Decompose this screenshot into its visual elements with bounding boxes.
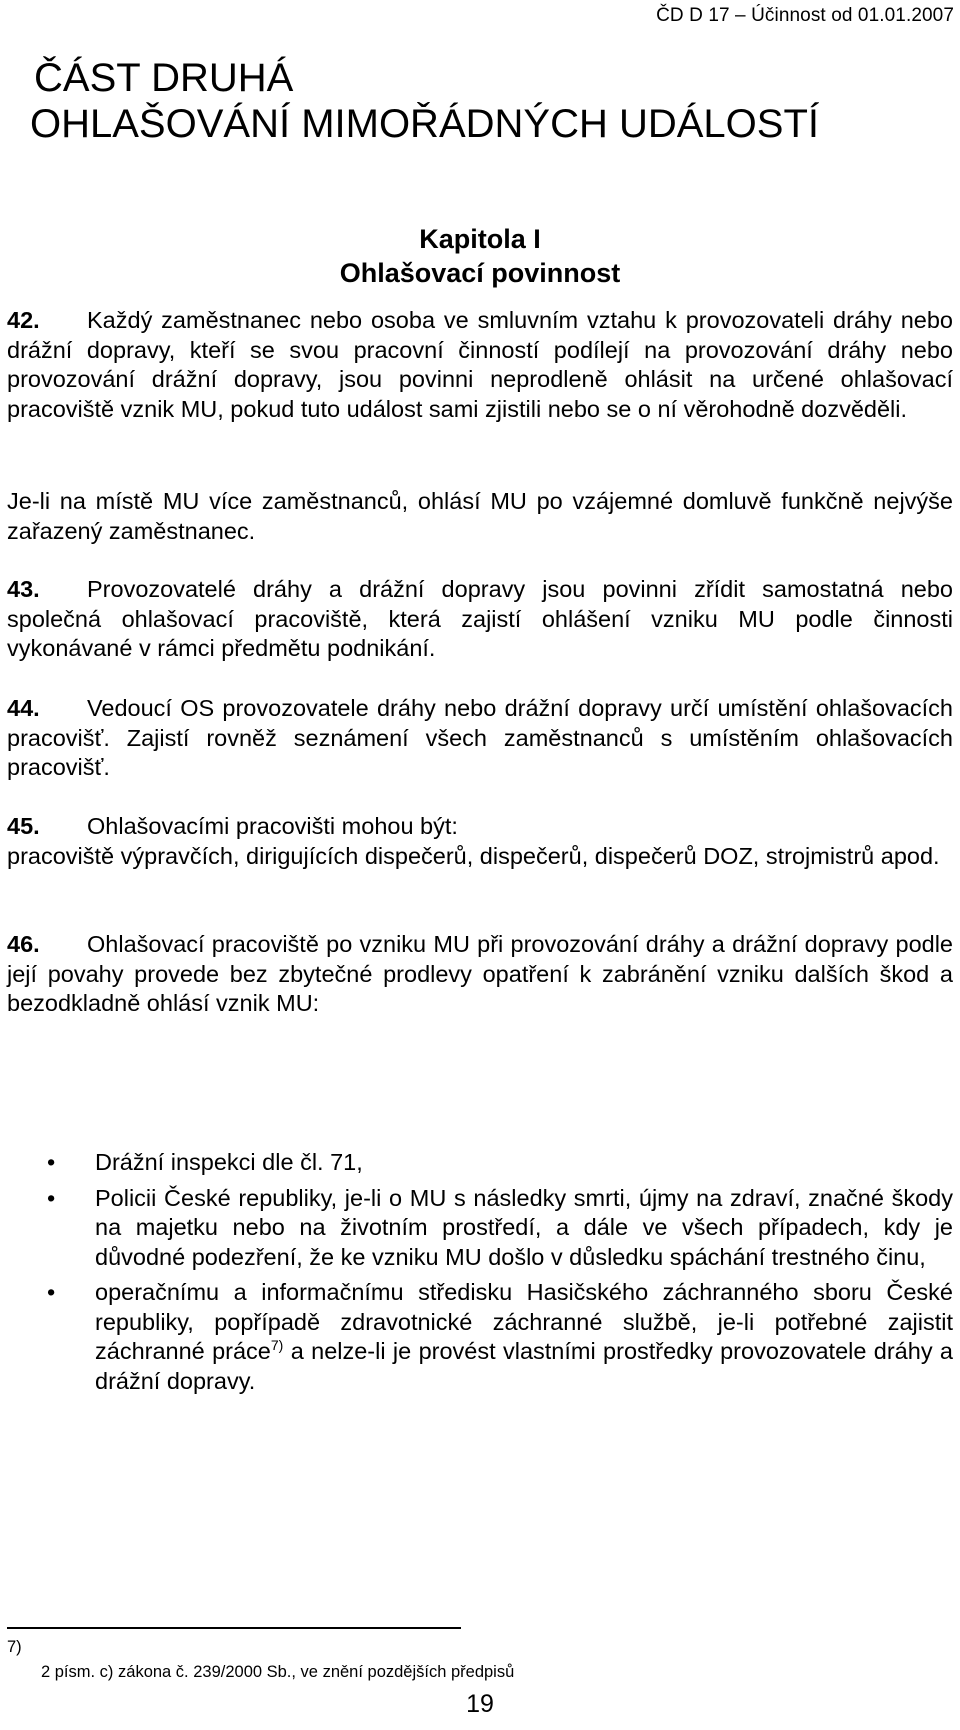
chapter-heading [0,222,960,290]
list-item [7,1184,953,1273]
list-item-text: operačnímu a informačnímu středisku Hasičského záchranného sboru České republiky, popřípadě zdravotnické záchranné službě, je-li potřebné zajistit záchranné práce [95,1279,953,1364]
paragraph-number: 42. [7,307,40,333]
list-item [7,1148,953,1178]
footnote-number: 7) [7,1638,22,1656]
list-item-text-continued: a nelze-li je provést vlastními prostředky provozovatele dráhy a drážní dopravy. [95,1338,953,1394]
page-number: 19 [466,1690,494,1718]
notification-list [7,1148,953,1402]
bullet-icon: • [47,1149,56,1175]
bullet-icon: • [47,1279,56,1305]
paragraph-44 [7,694,953,783]
paragraph-text: Ohlašovací pracoviště po vzniku MU při provozování dráhy a drážní dopravy podle její povahy provede bez zbytečné prodlevy opatření k zabránění vzniku dalších škod a bezodkladně ohlásí vznik MU: [7,931,953,1016]
paragraph-text: Ohlašovacími pracovišti mohou být: [87,813,458,839]
paragraph-text: Vedoucí OS provozovatele dráhy nebo drážní dopravy určí umístění ohlašovacích pracovišť. Zajistí rovněž seznámení všech zaměstnanců s umístěním ohlašovacích pracovišť. [7,695,953,780]
paragraph-number: 46. [7,931,40,957]
paragraph-46 [7,930,953,1019]
list-item [7,1278,953,1396]
list-item-text: Policii České republiky, je-li o MU s následky smrti, újmy na zdraví, značné škody na majetku nebo na životním prostředí, a dále ve všech případech, kdy je důvodné podezření, že ke vzniku MU došlo v důsledku spáchání trestného činu, [95,1184,953,1270]
paragraph-number: 45. [7,813,40,839]
chapter-number: Kapitola I [419,224,541,254]
part-title [30,55,819,147]
footnote-reference[interactable]: 7) [270,1337,284,1354]
part-title-line2: OHLAŠOVÁNÍ MIMOŘÁDNÝCH UDÁLOSTÍ [30,102,820,146]
footnote-text: 2 písm. c) zákona č. 239/2000 Sb., ve znění pozdějších předpisů [41,1663,515,1681]
paragraph-42 [7,306,953,424]
chapter-title: Ohlašovací povinnost [339,258,621,288]
part-title-line1: ČÁST DRUHÁ [34,56,294,100]
bullet-icon: • [47,1184,56,1211]
paragraph-43 [7,575,953,664]
paragraph-number: 44. [7,695,40,721]
paragraph-text: Každý zaměstnanec nebo osoba ve smluvním vztahu k provozovateli dráhy nebo drážní dopravy, kteří se svou pracovní činností podílejí na provozování dráhy nebo provozování drážní dopravy, jsou povinni neprodleně ohlásit na určené ohlašovací pracoviště vznik MU, pokud tuto událost sami zjistili nebo se o ní věrohodně dozvěděli. [7,307,953,422]
list-item-text: Drážní inspekci dle čl. 71, [95,1149,363,1175]
paragraph-number: 43. [7,576,40,602]
paragraph-text: Je-li na místě MU více zaměstnanců, ohlásí MU po vzájemné domluvě funkčně nejvýše zařazený zaměstnanec. [7,488,953,544]
paragraph-text-list: pracoviště výpravčích, dirigujících dispečerů, dispečerů, dispečerů DOZ, strojmistrů apod. [7,842,940,869]
footnote-separator [7,1627,461,1629]
paragraph-text: Provozovatelé dráhy a drážní dopravy jsou povinni zřídit samostatná nebo společná ohlašovací pracoviště, která zajistí ohlášení vzniku MU podle činnosti vykonávané v rámci předmětu podnikání. [7,576,953,661]
document-header: ČD D 17 – Účinnost od 01.01.2007 [656,5,954,26]
paragraph-42-continuation [7,487,953,546]
paragraph-45 [7,812,953,871]
